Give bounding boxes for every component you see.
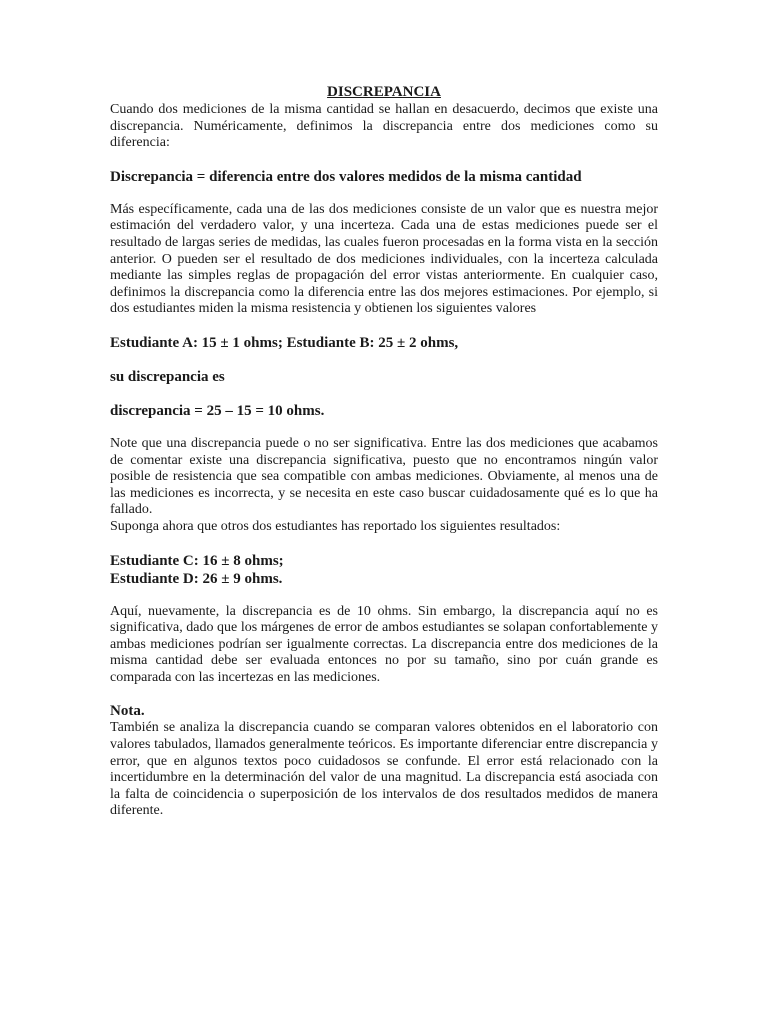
example-d-line: Estudiante D: 26 ± 9 ohms. bbox=[110, 570, 283, 587]
note-paragraph: Note que una discrepancia puede o no ser significativa. Entre las dos mediciones que acabamos de comentar existe una discrepancia significativa, puesto que no encontramos ningún valor posible de resistencia que sea compatible con ambas mediciones. Obviamente, al menos una de las mediciones es incorrecta, y se necesita en este caso buscar cuidadosamente qué es lo que ha fallado. bbox=[110, 435, 658, 518]
spacer bbox=[110, 386, 658, 402]
intro-paragraph: Cuando dos mediciones de la misma cantidad se hallan en desacuerdo, decimos que existe una discrepancia. Numéricamente, definimos la discrepancia entre dos mediciones como su diferencia: bbox=[110, 102, 658, 151]
document-page bbox=[110, 84, 658, 820]
spacer bbox=[110, 152, 658, 168]
spacer bbox=[110, 186, 658, 202]
spacer bbox=[110, 318, 658, 334]
su-discrepancia-line: su discrepancia es bbox=[110, 368, 225, 385]
suppose-paragraph: Suponga ahora que otros dos estudiantes has reportado los siguientes resultados: bbox=[110, 518, 561, 534]
aqui-paragraph: Aquí, nuevamente, la discrepancia es de 10 ohms. Sin embargo, la discrepancia aquí no es significativa, dado que los márgenes de error de ambos estudiantes se solapan confortablemente y ambas mediciones podrían ser igualmente correctas. La discrepancia entre dos mediciones de la misma cantidad debe ser evaluada entonces no por su tamaño, sino por cuán grande es comparada con las incertezas en las mediciones. bbox=[110, 603, 658, 685]
spacer bbox=[110, 536, 658, 552]
specific-paragraph: Más específicamente, cada una de las dos mediciones consiste de un valor que es nuestra mejor estimación del verdadero valor, y una incerteza. Cada una de estas mediciones puede ser el resultado de largas series de medidas, las cuales fueron procesadas en la forma vista en la sección anterior. O pueden ser el resultado de dos mediciones individuales, con la incerteza calculada mediante las simples reglas de propagación del error vistas anteriormente. En cualquier caso, definimos la discrepancia como la diferencia entre las dos mejores estimaciones. Por ejemplo, si dos estudiantes miden la misma resistencia y obtienen los siguientes valores bbox=[110, 201, 658, 317]
example-ab-line: Estudiante A: 15 ± 1 ohms; Estudiante B: 25 ± 2 ohms, bbox=[110, 334, 459, 351]
spacer bbox=[110, 352, 658, 368]
definition-line: Discrepancia = diferencia entre dos valores medidos de la misma cantidad bbox=[110, 168, 582, 185]
discrepancy-calc-line: discrepancia = 25 – 15 = 10 ohms. bbox=[110, 402, 325, 419]
spacer bbox=[110, 420, 658, 436]
example-c-line: Estudiante C: 16 ± 8 ohms; bbox=[110, 552, 284, 569]
nota-paragraph: También se analiza la discrepancia cuando se comparan valores obtenidos en el laboratorio con valores tabulados, llamados generalmente teóricos. Es importante diferenciar entre discrepancia y error, que en algunos textos poco cuidadosos se confunde. El error está relacionado con la incertidumbre en la determinación del valor de una magnitud. La discrepancia está asociada con la falta de coincidencia o superposición de los intervalos de dos resultados medidos de manera diferente. bbox=[110, 720, 658, 819]
spacer bbox=[110, 588, 658, 604]
document-title: DISCREPANCIA bbox=[327, 84, 441, 100]
spacer bbox=[110, 686, 658, 702]
nota-heading: Nota. bbox=[110, 703, 145, 720]
